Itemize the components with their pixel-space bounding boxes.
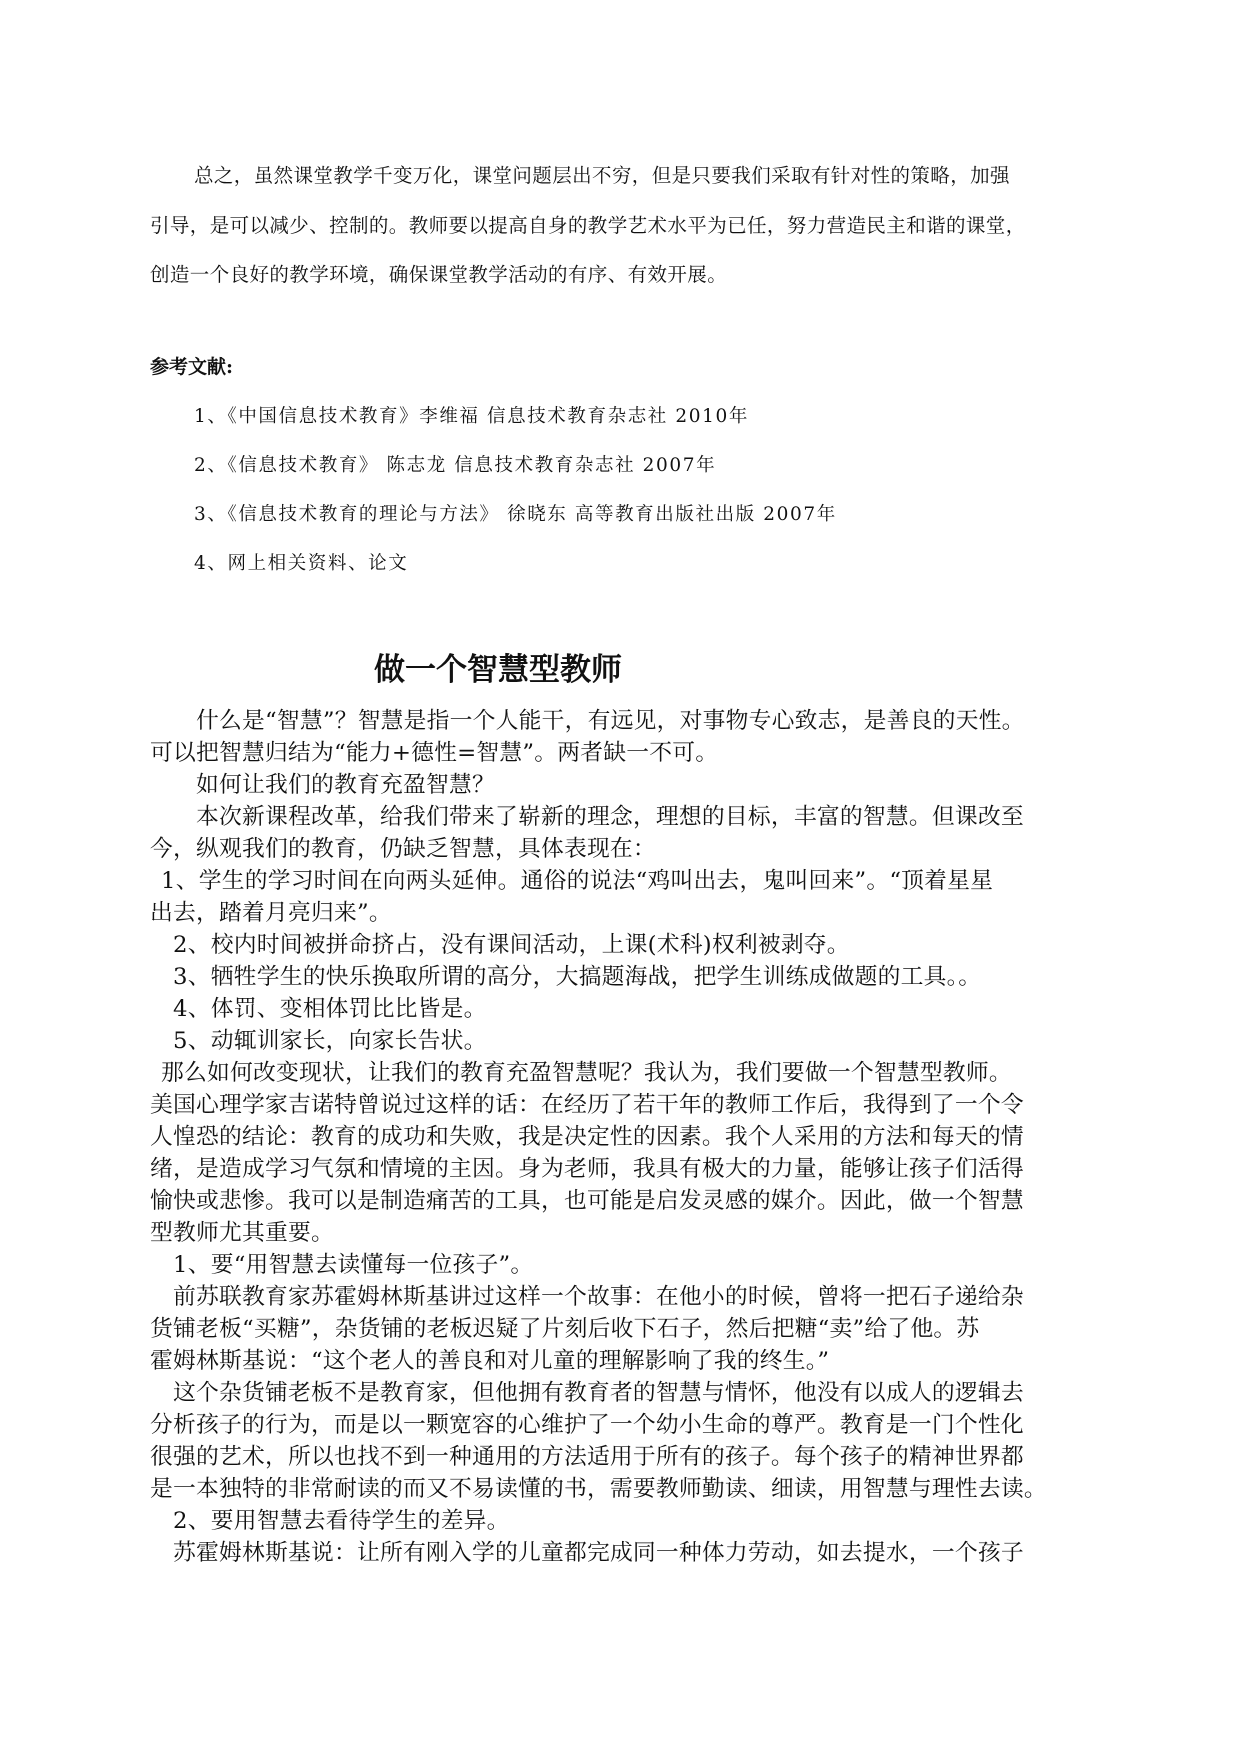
reference-item: 4、网上相关资料、论文 xyxy=(194,553,409,574)
article-line: 这个杂货铺老板不是教育家，但他拥有教育者的智慧与情怀，他没有以成人的逻辑去 xyxy=(173,1380,1024,1406)
summary-line: 总之，虽然课堂教学千变万化，课堂问题层出不穷，但是只要我们采取有针对性的策略，加强 xyxy=(194,164,1010,187)
reference-item: 1、《中国信息技术教育》李维福 信息技术教育杂志社 2010年 xyxy=(194,406,749,427)
article-line: 那么如何改变现状，让我们的教育充盈智慧呢？我认为，我们要做一个智慧型教师。 xyxy=(161,1060,1012,1086)
reference-item: 2、《信息技术教育》 陈志龙 信息技术教育杂志社 2007年 xyxy=(194,455,717,476)
article-line: 如何让我们的教育充盈智慧？ xyxy=(196,772,495,798)
article-line: 3、牺牲学生的快乐换取所谓的高分，大搞题海战，把学生训练成做题的工具。。 xyxy=(173,964,982,990)
article-line: 苏霍姆林斯基说：让所有刚入学的儿童都完成同一种体力劳动，如去提水，一个孩子 xyxy=(173,1540,1024,1566)
article-line: 前苏联教育家苏霍姆林斯基讲过这样一个故事：在他小的时候，曾将一把石子递给杂 xyxy=(173,1284,1024,1310)
article-line: 绪，是造成学习气氛和情境的主因。身为老师，我具有极大的力量，能够让孩子们活得 xyxy=(150,1156,1024,1182)
article-line: 很强的艺术，所以也找不到一种通用的方法适用于所有的孩子。每个孩子的精神世界都 xyxy=(150,1444,1024,1470)
article-line: 什么是“智慧”？智慧是指一个人能干，有远见，对事物专心致志，是善良的天性。 xyxy=(196,708,1025,734)
references-heading: 参考文献: xyxy=(150,356,234,378)
article-line: 霍姆林斯基说：“这个老人的善良和对儿童的理解影响了我的终生。” xyxy=(150,1348,830,1374)
article-line: 本次新课程改革，给我们带来了崭新的理念，理想的目标，丰富的智慧。但课改至 xyxy=(196,804,1024,830)
article-line: 2、要用智慧去看待学生的差异。 xyxy=(173,1508,510,1534)
article-line: 是一本独特的非常耐读的而又不易读懂的书，需要教师勤读、细读，用智慧与理性去读。 xyxy=(150,1476,1047,1502)
reference-item: 3、《信息技术教育的理论与方法》 徐晓东 高等教育出版社出版 2007年 xyxy=(194,504,837,525)
article-line: 4、体罚、变相体罚比比皆是。 xyxy=(173,996,487,1022)
article-line: 2、校内时间被拼命挤占，没有课间活动，上课(术科)权利被剥夺。 xyxy=(173,932,850,958)
article-line: 今，纵观我们的教育，仍缺乏智慧，具体表现在： xyxy=(150,836,656,862)
article-line: 1、学生的学习时间在向两头延伸。通俗的说法“鸡叫出去，鬼叫回来”。“顶着星星 xyxy=(161,868,994,894)
article-line: 美国心理学家吉诺特曾说过这样的话：在经历了若干年的教师工作后，我得到了一个令 xyxy=(150,1092,1024,1118)
article-line: 可以把智慧归结为“能力+德性=智慧”。两者缺一不可。 xyxy=(150,740,719,766)
article-line: 人惶恐的结论：教育的成功和失败，我是决定性的因素。我个人采用的方法和每天的情 xyxy=(150,1124,1024,1150)
article-line: 1、要“用智慧去读懂每一位孩子”。 xyxy=(173,1252,534,1278)
article-line: 出去，踏着月亮归来”。 xyxy=(150,900,392,926)
summary-line: 引导，是可以减少、控制的。教师要以提高自身的教学艺术水平为已任，努力营造民主和谐的课堂， xyxy=(150,214,1026,237)
article-line: 愉快或悲惨。我可以是制造痛苦的工具，也可能是启发灵感的媒介。因此，做一个智慧 xyxy=(150,1188,1024,1214)
article-line: 5、动辄训家长，向家长告状。 xyxy=(173,1028,487,1054)
article-line: 型教师尤其重要。 xyxy=(150,1220,334,1246)
article-title: 做一个智慧型教师 xyxy=(374,652,622,688)
article-line: 货铺老板“买糖”，杂货铺的老板迟疑了片刻后收下石子，然后把糖“卖”给了他。苏 xyxy=(150,1316,980,1342)
article-line: 分析孩子的行为，而是以一颗宽容的心维护了一个幼小生命的尊严。教育是一门个性化 xyxy=(150,1412,1024,1438)
summary-line: 创造一个良好的教学环境，确保课堂教学活动的有序、有效开展。 xyxy=(150,263,728,286)
